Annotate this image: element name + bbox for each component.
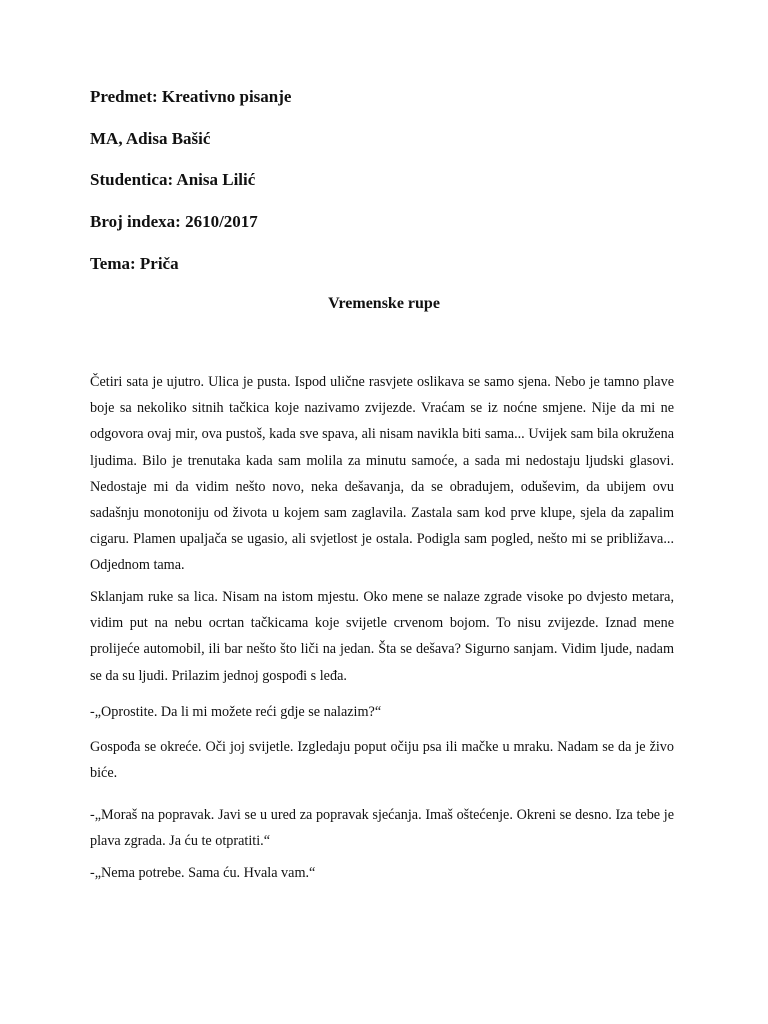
dialogue-line-2: -„Moraš na popravak. Javi se u ured za popravak sjećanja. Imaš oštećenje. Okreni se desno. Iza tebe je plava zgrada. Ja ću te otpratiti.“ [90,807,674,850]
story-paragraph-1: Četiri sata je ujutro. Ulica je pusta. Ispod ulične rasvjete oslikava se samo sjena. Nebo je tamno plave boje sa nekoliko sitnih tačkica koje nazivamo zvijezde. Vraćam se iz noćne smjene. Nije da mi ne odgovora ovaj mir, ova pustoš, kada sve spava, ali nisam navikla biti sama... Uvijek sam bila okružena ljudima. Bilo je trenutaka kada sam molila za minutu samoće, a sada mi nedostaju ljudski glasovi. Nedostaje mi da vidim nešto novo, neka dešavanja, da se obradujem, oduševim, da ubijem ovu sadašnju monotoniju od života u kojem sam zaglavila. Zastala sam kod prve klupe, sjela da zapalim cigaru. Plamen upaljača se ugasio, ali svjetlost je ostala. Podigla sam pogled, nešto mi se približava... Odjednom tama. [90,374,674,574]
story-title: Vremenske rupe [328,295,440,312]
story-paragraph-3: Gospođa se okreće. Oči joj svijetle. Izgledaju poput očiju psa ili mačke u mraku. Nadam se da je živo biće. [90,739,674,782]
index-number-line: Broj indexa: 2610/2017 [90,212,258,231]
student-line: Studentica: Anisa Lilić [90,170,256,189]
topic-line: Tema: Priča [90,254,179,273]
dialogue-line-1: -„Oprostite. Da li mi možete reći gdje se nalazim?“ [90,704,382,720]
story-paragraph-2: Sklanjam ruke sa lica. Nisam na istom mjestu. Oko mene se nalaze zgrade visoke po dvjesto metara, vidim put na nebu ocrtan tačkicama koje svijetle crvenom bojom. To nisu zvijezde. Iznad mene prolijeće automobil, ili bar nešto što liči na jedan. Šta se dešava? Sigurno sanjam. Vidim ljude, nadam se da su ljudi. Prilazim jednoj gospođi s leđa. [90,589,674,684]
subject-line: Predmet: Kreativno pisanje [90,87,292,106]
dialogue-line-3: -„Nema potrebe. Sama ću. Hvala vam.“ [90,865,316,881]
mentor-line: MA, Adisa Bašić [90,129,211,148]
